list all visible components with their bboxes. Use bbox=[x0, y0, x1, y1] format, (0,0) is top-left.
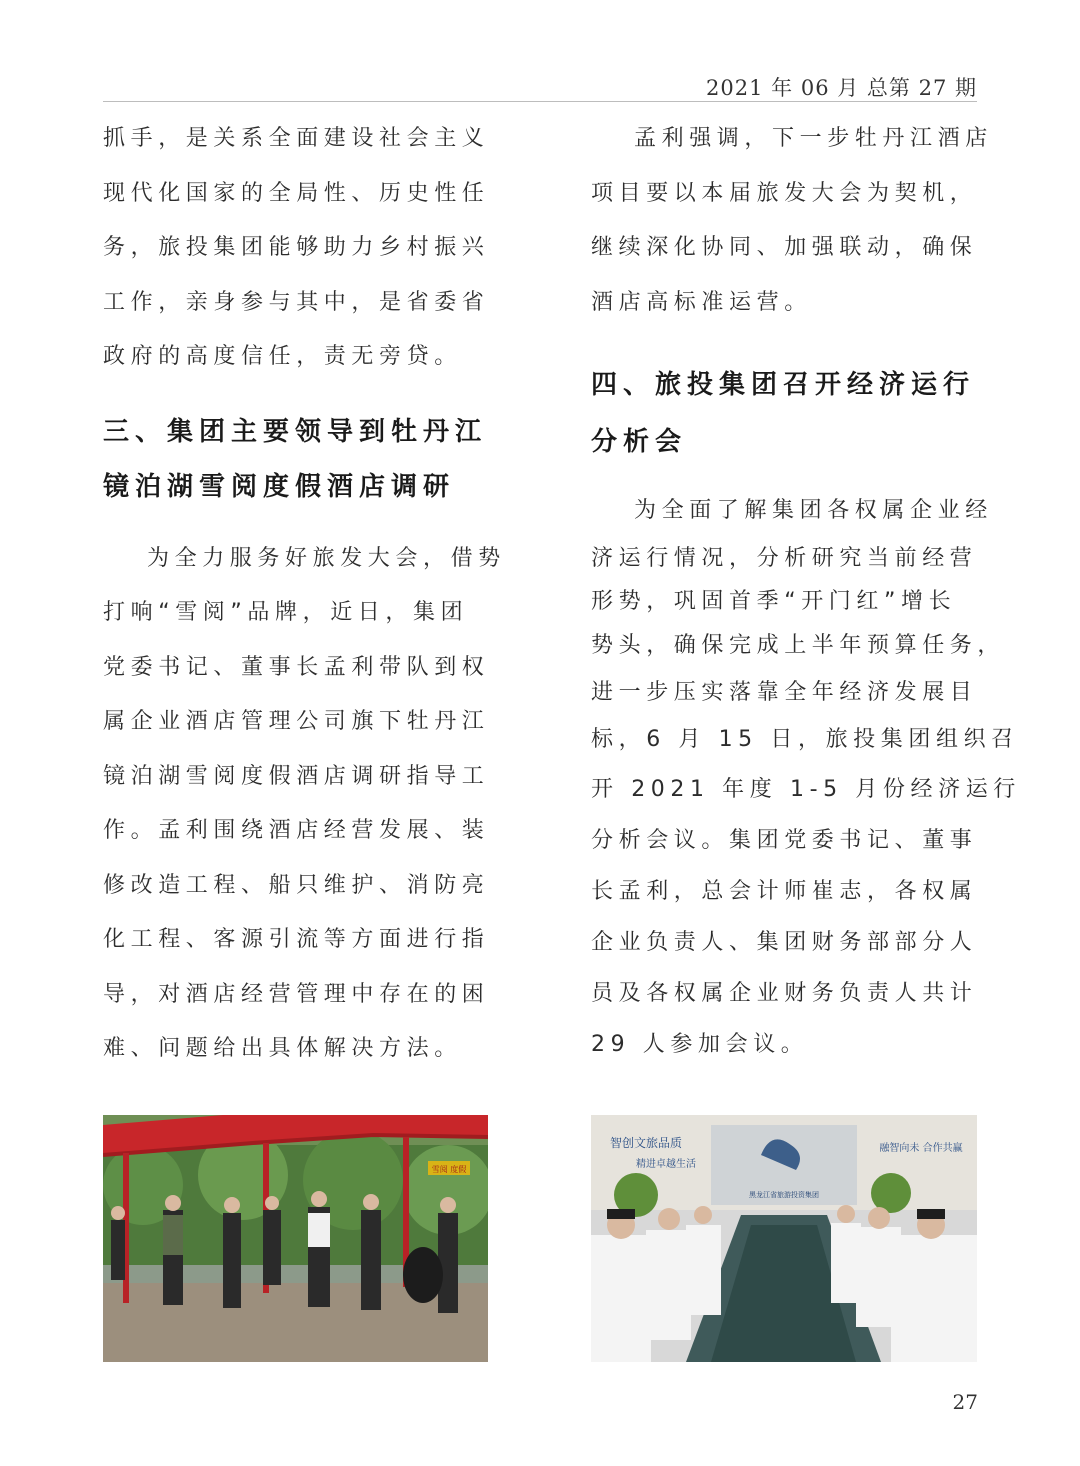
meeting-photo bbox=[591, 1115, 977, 1362]
banner-left-text2: 精进卓越生活 bbox=[636, 1159, 696, 1170]
paragraph-line: 酒店高标准运营。 bbox=[591, 290, 812, 315]
section-heading: 分析会 bbox=[591, 427, 688, 457]
pavilion-sign-text: 雪阅 度假 bbox=[431, 1165, 467, 1174]
section-heading: 三、集团主要领导到牡丹江 bbox=[103, 417, 488, 447]
paragraph-line: 项目要以本届旅发大会为契机， bbox=[591, 181, 978, 206]
paragraph-line: 继续深化协同、加强联动，确保 bbox=[591, 235, 978, 260]
paragraph-line: 29 人参加会议。 bbox=[591, 1032, 809, 1057]
banner-right-text: 融智向未 合作共赢 bbox=[879, 1143, 963, 1154]
section-heading: 镜泊湖雪阅度假酒店调研 bbox=[103, 472, 456, 502]
paragraph-line: 形势，巩固首季“开门红”增长 bbox=[591, 589, 957, 614]
section-heading: 四、旅投集团召开经济运行 bbox=[591, 370, 976, 400]
paragraph-line: 镜泊湖雪阅度假酒店调研指导工 bbox=[103, 764, 490, 789]
paragraph-line: 抓手，是关系全面建设社会主义 bbox=[103, 126, 490, 151]
paragraph-line: 工作，亲身参与其中，是省委省 bbox=[103, 290, 490, 315]
paragraph-line: 进一步压实落靠全年经济发展目 bbox=[591, 680, 978, 705]
paragraph-line: 员及各权属企业财务负责人共计 bbox=[591, 981, 978, 1006]
paragraph-line: 打响“雪阅”品牌，近日，集团 bbox=[103, 600, 469, 625]
paragraph-line: 党委书记、董事长孟利带队到权 bbox=[103, 655, 490, 680]
header-divider bbox=[103, 101, 977, 102]
paragraph-line: 为全面了解集团各权属企业经 bbox=[634, 498, 993, 523]
paragraph-line: 分析会议。集团党委书记、董事 bbox=[591, 828, 978, 853]
paragraph-line: 作。孟利围绕酒店经营发展、装 bbox=[103, 818, 490, 843]
meeting-room-sign: 黑龙江省旅游投资集团 bbox=[749, 1191, 819, 1199]
paragraph-line: 务，旅投集团能够助力乡村振兴 bbox=[103, 235, 490, 260]
page-number: 27 bbox=[952, 1390, 978, 1414]
paragraph-line: 现代化国家的全局性、历史性任 bbox=[103, 181, 490, 206]
paragraph-line: 企业负责人、集团财务部部分人 bbox=[591, 930, 978, 955]
paragraph-line: 标，6 月 15 日，旅投集团组织召 bbox=[591, 727, 1019, 752]
paragraph-line: 难、问题给出具体解决方法。 bbox=[103, 1036, 462, 1061]
paragraph-line: 化工程、客源引流等方面进行指 bbox=[103, 927, 490, 952]
paragraph-line: 势头，确保完成上半年预算任务， bbox=[591, 633, 1006, 658]
paragraph-line: 开 2021 年度 1-5 月份经济运行 bbox=[591, 777, 1021, 802]
paragraph-line: 属企业酒店管理公司旗下牡丹江 bbox=[103, 709, 490, 734]
hotel-visit-photo bbox=[103, 1115, 488, 1362]
paragraph-line: 孟利强调，下一步牡丹江酒店 bbox=[634, 126, 993, 151]
paragraph-line: 长孟利，总会计师崔志，各权属 bbox=[591, 879, 978, 904]
paragraph-line: 修改造工程、船只维护、消防亮 bbox=[103, 873, 490, 898]
paragraph-line: 为全力服务好旅发大会，借势 bbox=[147, 546, 506, 571]
banner-left-text: 智创文旅品质 bbox=[609, 1136, 683, 1150]
paragraph-line: 导，对酒店经营管理中存在的困 bbox=[103, 982, 490, 1007]
issue-header: 2021 年 06 月 总第 27 期 bbox=[706, 76, 977, 100]
paragraph-line: 济运行情况，分析研究当前经营 bbox=[591, 546, 978, 571]
paragraph-line: 政府的高度信任，责无旁贷。 bbox=[103, 344, 462, 369]
